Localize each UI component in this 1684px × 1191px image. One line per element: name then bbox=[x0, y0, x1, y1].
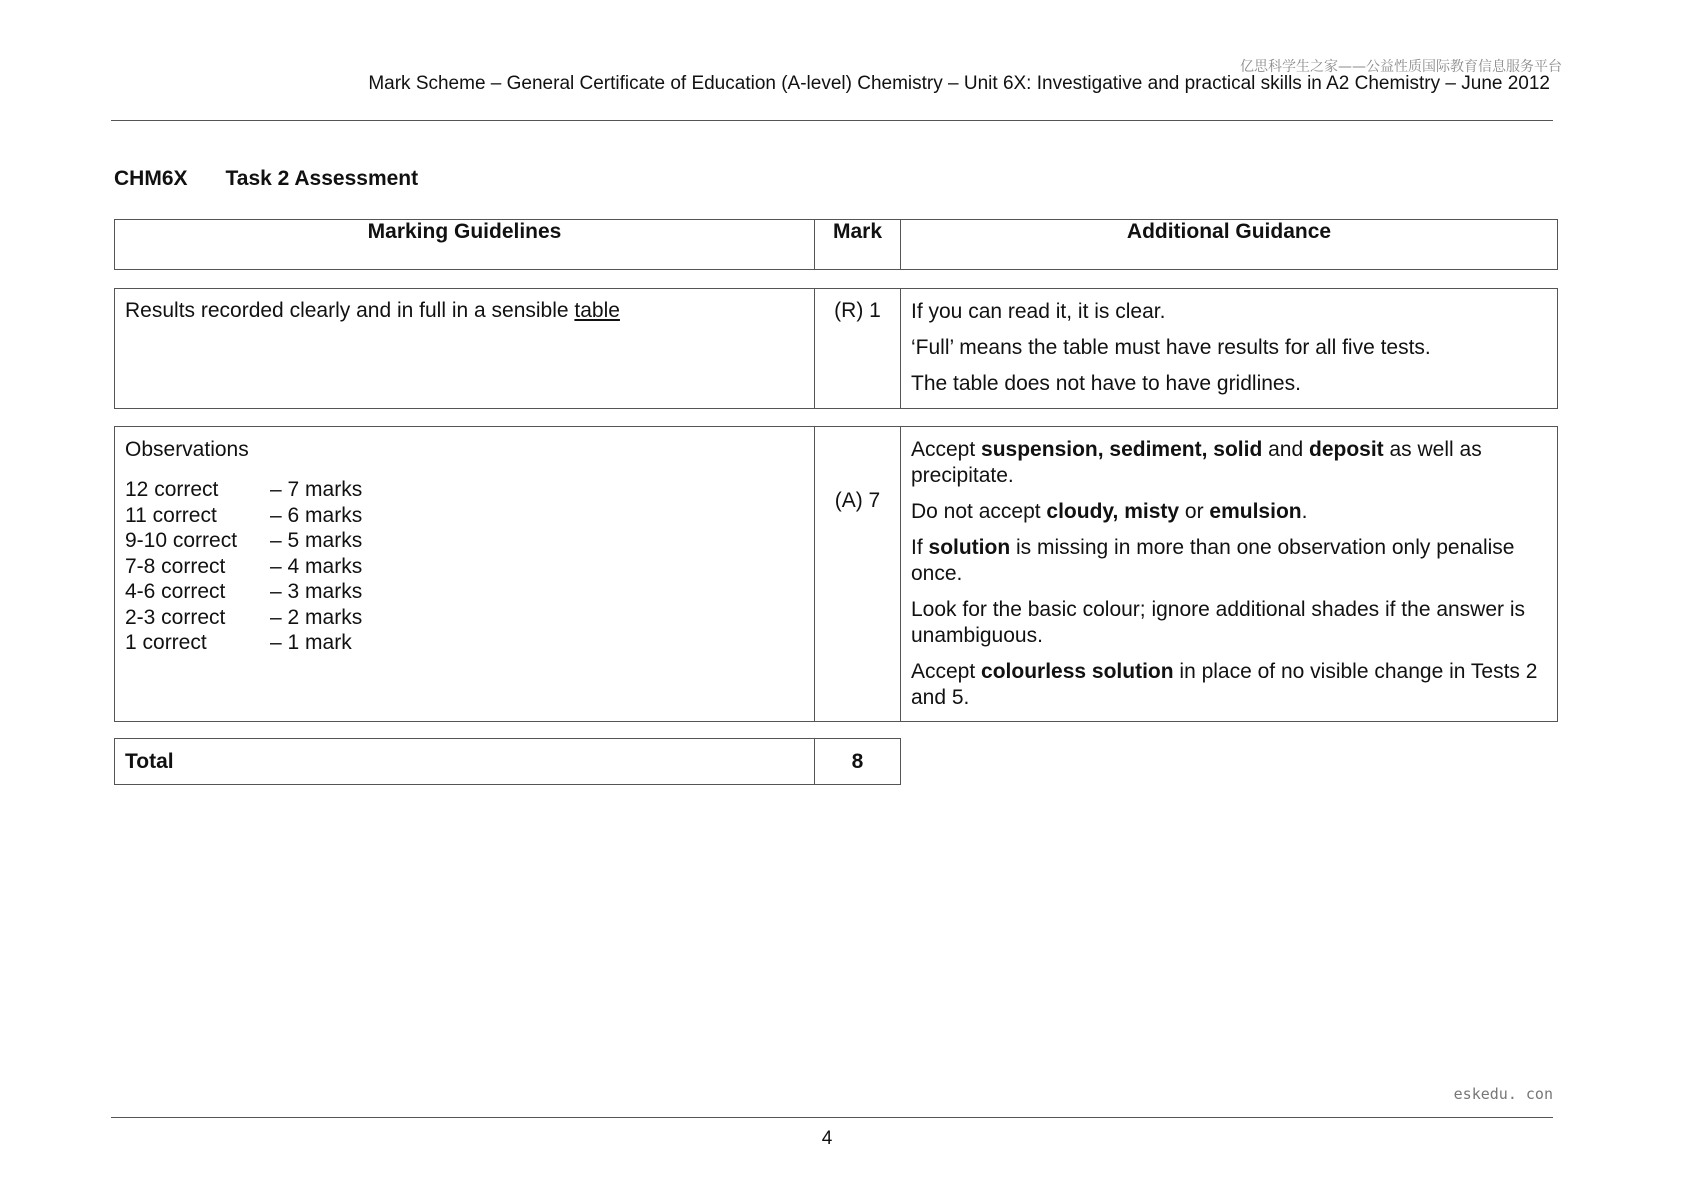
score-range: 1 correct bbox=[125, 631, 207, 654]
total-label: Total bbox=[115, 739, 815, 785]
mark-results: (R) 1 bbox=[815, 289, 901, 409]
guidance-observations bbox=[901, 427, 1558, 722]
header-rule bbox=[111, 120, 1553, 121]
total-value: 8 bbox=[815, 739, 901, 785]
page-number: 4 bbox=[821, 1128, 833, 1149]
guideline-results bbox=[115, 289, 815, 409]
section-title: Task 2 Assessment bbox=[225, 167, 419, 190]
score-row bbox=[125, 554, 804, 580]
guidance-line: The table does not have to have gridlines. bbox=[911, 372, 1301, 395]
footer-rule bbox=[111, 1117, 1553, 1118]
table-row-observations bbox=[114, 426, 1558, 722]
guidance-line: Accept suspension, sediment, solid and deposit as well as precipitate. bbox=[911, 438, 1482, 487]
score-range: 2-3 correct bbox=[125, 605, 226, 629]
header-mark: Mark bbox=[815, 220, 901, 270]
guideline-results-underlined: table bbox=[574, 299, 620, 322]
score-marks: – 7 marks bbox=[270, 478, 363, 501]
score-range: 9-10 correct bbox=[125, 529, 238, 552]
score-row bbox=[125, 630, 804, 656]
score-range: 12 correct bbox=[125, 478, 219, 501]
score-marks: – 4 marks bbox=[270, 554, 363, 578]
guidance-results bbox=[901, 289, 1558, 409]
score-row bbox=[125, 503, 804, 529]
section-heading bbox=[114, 167, 418, 191]
score-list bbox=[125, 477, 804, 656]
guideline-observations bbox=[115, 427, 815, 722]
running-header: Mark Scheme – General Certificate of Education (A-level) Chemistry – Unit 6X: Investigative and practical skills in A2 Chemistry – June 2012 bbox=[368, 73, 1550, 94]
score-marks: – 6 marks bbox=[270, 503, 363, 527]
observations-title: Observations bbox=[125, 438, 249, 461]
table-header bbox=[114, 219, 1558, 270]
score-marks: – 3 marks bbox=[270, 580, 363, 603]
guidance-line: If solution is missing in more than one observation only penalise once. bbox=[911, 536, 1515, 585]
header-additional-guidance: Additional Guidance bbox=[901, 220, 1558, 270]
guidance-line: ‘Full’ means the table must have results for all five tests. bbox=[911, 336, 1431, 359]
score-row bbox=[125, 579, 804, 605]
header-marking-guidelines: Marking Guidelines bbox=[115, 220, 815, 270]
guidance-line: If you can read it, it is clear. bbox=[911, 300, 1166, 323]
score-range: 11 correct bbox=[125, 503, 217, 527]
guidance-line: Look for the basic colour; ignore additional shades if the answer is unambiguous. bbox=[911, 598, 1526, 647]
guideline-results-text: Results recorded clearly and in full in a sensible bbox=[125, 299, 575, 322]
score-range: 7-8 correct bbox=[125, 554, 226, 578]
table-row-results bbox=[114, 288, 1558, 409]
watermark-top: 亿思科学生之家——公益性质国际教育信息服务平台 bbox=[1240, 59, 1562, 75]
footer-watermark: eskedu. con bbox=[1453, 1085, 1553, 1103]
score-row bbox=[125, 528, 804, 554]
score-marks: – 2 marks bbox=[270, 605, 363, 629]
guidance-line: Accept colourless solution in place of no visible change in Tests 2 and 5. bbox=[911, 660, 1538, 709]
score-row bbox=[125, 477, 804, 503]
score-row bbox=[125, 605, 804, 631]
score-range: 4-6 correct bbox=[125, 580, 226, 603]
guidance-line: Do not accept cloudy, misty or emulsion. bbox=[911, 500, 1308, 523]
score-marks: – 1 mark bbox=[270, 631, 352, 654]
table-total bbox=[114, 738, 901, 785]
score-marks: – 5 marks bbox=[270, 529, 363, 552]
section-code: CHM6X bbox=[114, 167, 188, 190]
mark-observations: (A) 7 bbox=[815, 427, 901, 722]
